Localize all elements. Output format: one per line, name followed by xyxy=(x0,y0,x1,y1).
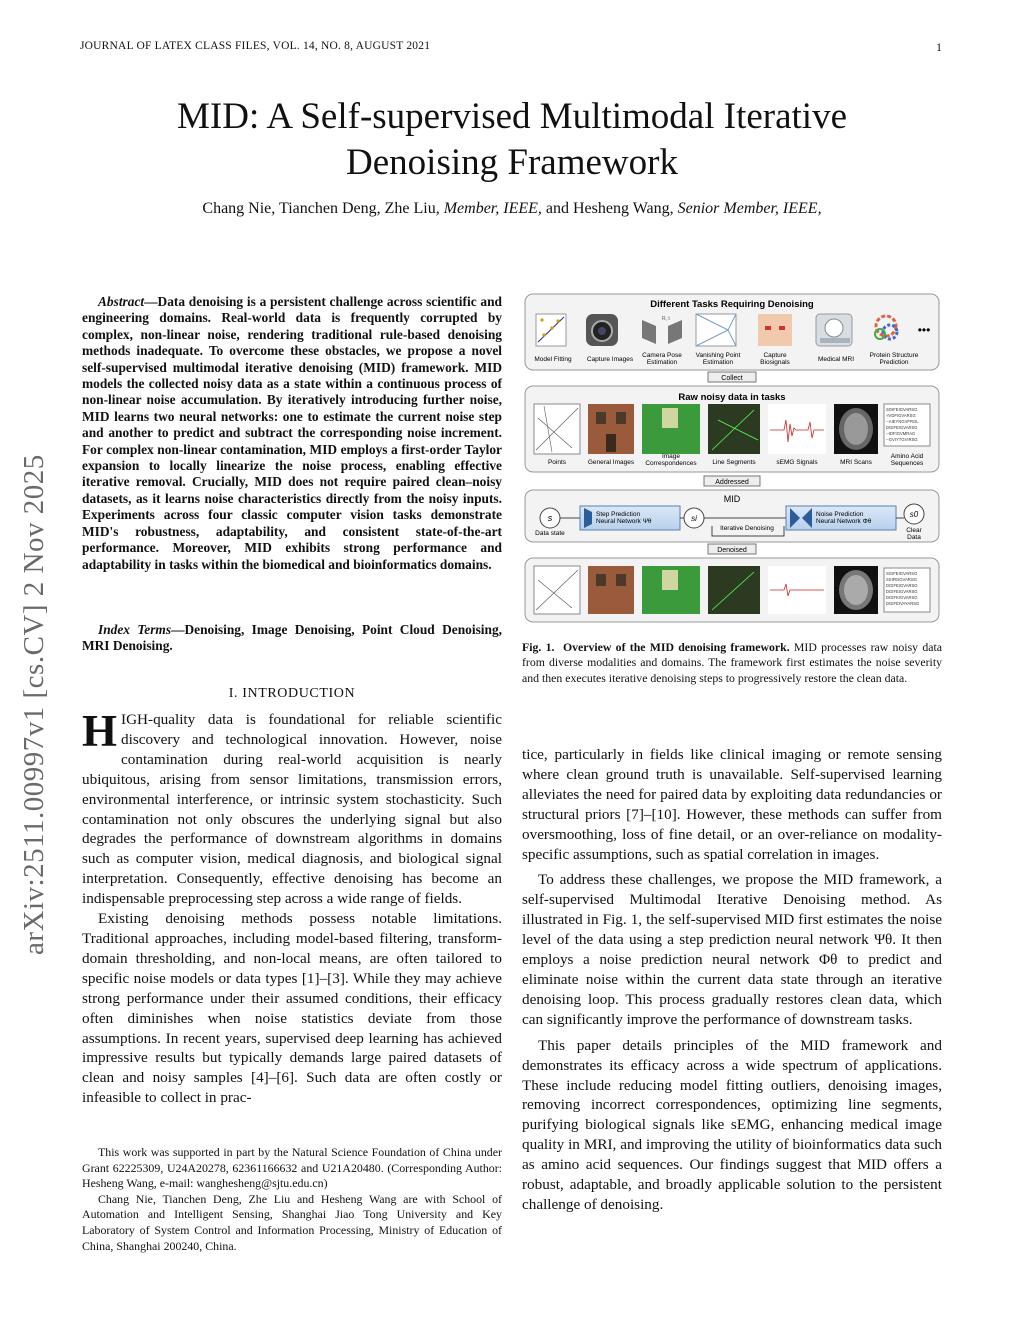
abstract-label: Abstract xyxy=(98,294,145,309)
intro-paragraph-2: Existing denoising methods possess notable limitations. Traditional approaches, including model-based filtering, transform-domain thresholding, and non-local means, are often tailored to specific noise models or data types [1]–[3]. While they may achieve strong performance under their assumed conditions, their efficacy often diminishes when noise statistics deviate from those assumptions. In recent years, supervised deep learning has achieved impressive results but typically demands large paired datasets of clean and noisy samples [4]–[6]. Such data are often costly or infeasible to collect in prac- xyxy=(82,910,502,1107)
data-state-label: Data state xyxy=(535,530,565,537)
caption-bold: Overview of the MID denoising framework. xyxy=(562,640,790,654)
task-label-6: Protein Structure Prediction xyxy=(869,352,919,366)
noise-net-line1: Noise Prediction xyxy=(816,511,864,518)
raw-label-3: Line Segments xyxy=(712,459,756,466)
task-label-4: Capture Biosignals xyxy=(760,352,790,366)
intro-paragraph-1: IGH-quality data is foundational for reliable scientific discovery and technological innovation. However, noise contamination during real-world acquisition is nearly ubiquitous, arising from sensor limitations, transmission errors, environmental interference, or intrinsic system stochasticity. Such contamination not only obscures the underlying signal but also degrades the performance of downstream algorithms in domains such as computer vision, medical diagnosis, and biological signal interpretation. Consequently, effective denoising has become an indispensable preprocessing step across a wide range of fields. xyxy=(82,711,502,908)
svg-text:-IVDFIGVARSG: -IVDFIGVARSG xyxy=(886,413,916,418)
title-line-2: Denoising Framework xyxy=(346,142,678,183)
noise-net-line2: Neural Network Φθ xyxy=(816,518,872,525)
introduction-body xyxy=(82,706,502,1108)
svg-text:SGIFEIGVARSG: SGIFEIGVARSG xyxy=(886,571,918,576)
svg-text:DGIFEIGVARSG: DGIFEIGVARSG xyxy=(886,583,918,588)
figure-1 xyxy=(522,290,942,630)
caption-text: MID processes raw noisy data from diverse modalities and domains. The framework first estimates the noise severity and then executes iterative denoising steps to progressively restore the clean data. xyxy=(522,640,942,685)
figure-1-diagram xyxy=(522,290,942,630)
drop-cap: H xyxy=(82,706,118,756)
index-terms-text: —Denoising, Image Denoising, Point Cloud Denoising, MRI Denoising. xyxy=(82,622,502,654)
mid-title: MID xyxy=(723,494,741,504)
raw-label-6: Amino Acid Sequences xyxy=(890,453,924,467)
author-role-1: Member, IEEE, xyxy=(443,200,542,217)
step-net-line1: Step Prediction xyxy=(596,511,641,518)
svg-text:--IDFIGVMRAG: --IDFIGVMRAG xyxy=(886,431,916,436)
abstract-text: —Data denoising is a persistent challenge across scientific and engineering domains. Real-world data is frequently corrupted by complex, non-linear noise, rendering traditional rule-based denoising methods inadequate. To overcome these obstacles, we propose a novel self-supervised multimodal iterative denoising (MID) framework. MID models the collected noisy data as a state within a continuous process of non-linear noise accumulation. By iteratively introducing further noise, MID learns two neural networks: one to estimate the current noise step and another to predict and subtract the corresponding noise increment. For complex non-linear contamination, MID employs a first-order Taylor expansion to locally linearize the noise process, enabling effective iterative removal. Crucially, MID does not require paired clean–noisy datasets, as it learns noise characteristics directly from the noisy inputs. Experiments across four classic computer vision tasks demonstrate MID's robustness, adaptability, and consistent state-of-the-art performance. Moreover, MID exhibits strong performance and adaptability in tasks within the biomedical and bioinformatics domains. xyxy=(82,294,502,572)
author-role-2: Senior Member, IEEE, xyxy=(677,200,822,217)
footnote-funding: This work was supported in part by the Natural Science Foundation of China under Grant 62225309, U24A20278, 62361166632 and U21A20480. (Corresponding Author: Hesheng Wang, e-mail: wanghesheng@sjtu.edu.cn) xyxy=(82,1145,502,1191)
denoised-thumbnails xyxy=(534,566,930,614)
svg-text:--GVIYTGVIRSG: --GVIYTGVIRSG xyxy=(886,437,918,442)
raw-label-0: Points xyxy=(547,459,567,466)
footnote-affiliation: Chang Nie, Tianchen Deng, Zhe Liu and Hesheng Wang are with School of Automation and Intelligent Sensing, Shanghai Jiao Tong University and Key Laboratory of System Control and Information Processing, Ministry of Education of China, Shanghai 200240, China. xyxy=(82,1191,502,1253)
footnote xyxy=(82,1145,502,1254)
denoised-label: Denoised xyxy=(717,547,747,554)
raw-data-title: Raw noisy data in tasks xyxy=(678,392,786,403)
collect-label: Collect xyxy=(721,375,743,382)
title-line-1: MID: A Self-supervised Multimodal Iterative xyxy=(177,96,847,137)
raw-semg-thumb xyxy=(768,404,826,454)
svg-text:DGIFKIGVARSG: DGIFKIGVARSG xyxy=(886,595,918,600)
svg-text:DGIFEIGVARSG: DGIFEIGVARSG xyxy=(886,589,918,594)
author-and: and Hesheng Wang, xyxy=(541,200,678,217)
raw-label-4: sEMG Signals xyxy=(776,459,818,466)
raw-label-5: MRI Scans xyxy=(840,459,872,466)
svg-text:DGIFEIGVARSG: DGIFEIGVARSG xyxy=(886,425,918,430)
index-terms xyxy=(82,622,502,655)
figure-1-caption xyxy=(522,640,942,686)
right-paragraph-1: tice, particularly in fields like clinical imaging or remote sensing where clean ground truth is unavailable. Self-supervised learning alleviates the need for paired data by exploiting data redundancies or structural priors [7]–[10]. However, these methods can suffer from oversmoothing, loss of fine detail, or an over-reliance on modality-specific assumptions, such as spatial correlation in images. xyxy=(522,746,942,863)
svg-text:SGIFEIGVARSG: SGIFEIGVARSG xyxy=(886,407,918,412)
biosignal-icon xyxy=(758,314,792,346)
arxiv-stamp: arXiv:2511.00997v1 [cs.CV] 2 Nov 2025 xyxy=(18,454,50,955)
raw-data-thumbnails xyxy=(534,404,930,454)
task-label-2: Camera Pose Estimation xyxy=(642,352,682,366)
mri-scanner-icon xyxy=(816,314,852,346)
task-label-3: Vanishing Point Estimation xyxy=(695,352,741,366)
vanishing-point-icon xyxy=(696,314,736,346)
task-label-5: Medical MRI xyxy=(817,356,855,363)
raw-label-2: Image Correspondences xyxy=(645,453,697,467)
index-terms-label: Index Terms xyxy=(98,622,172,637)
right-column-body xyxy=(522,745,942,1215)
task-label-1: Capture Images xyxy=(586,356,634,363)
paper-title xyxy=(80,94,944,186)
tasks-panel-title: Different Tasks Requiring Denoising xyxy=(650,299,814,310)
author-names: Chang Nie, Tianchen Deng, Zhe Liu, xyxy=(202,200,444,217)
svg-text:--AIEYNGVFRGL: --AIEYNGVFRGL xyxy=(886,419,919,424)
svg-text:R, t: R, t xyxy=(662,316,670,322)
state-s0-label: s0 xyxy=(909,510,919,519)
caption-label: Fig. 1. xyxy=(522,640,555,654)
page-number: 1 xyxy=(936,40,942,54)
state-si-label: si xyxy=(691,514,697,523)
raw-label-1: General Images xyxy=(587,459,635,466)
svg-text:SSIFEIGVARSG: SSIFEIGVARSG xyxy=(886,577,917,582)
step-net-line2: Neural Network Ψθ xyxy=(596,518,652,525)
section-heading-introduction: I. INTRODUCTION xyxy=(228,686,356,701)
more-tasks-icon: ••• xyxy=(917,323,931,337)
addressed-label: Addressed xyxy=(715,479,749,486)
abstract xyxy=(82,294,502,573)
clear-data-label: Clear Data xyxy=(906,527,922,541)
author-list xyxy=(80,200,944,218)
state-s-label: s xyxy=(547,513,553,523)
task-label-0: Model Fitting xyxy=(534,356,572,363)
right-paragraph-3: This paper details principles of the MID framework and demonstrates its efficacy across a wide spectrum of applications. These include reducing model fitting outliers, denoising images, removing incorrect correspondences, optimizing line segments, purifying biological signals like sEMG, enhancing medical image quality in MRI, and improving the utility of bioinformatics data such as amino acid sequences. Our findings suggest that MID offers a robust, adaptable, and broadly applicable solution to the persistent challenge of denoising. xyxy=(522,1036,942,1213)
svg-text:DGIFEIVAYARSG: DGIFEIVAYARSG xyxy=(886,601,920,606)
clean-image-thumb xyxy=(588,566,634,614)
iterative-label: Iterative Denoising xyxy=(720,525,774,532)
right-paragraph-2: To address these challenges, we propose the MID framework, a self-supervised Multimodal Iterative Denoising method. As illustrated in Fig. 1, the self-supervised MID first estimates the noise level of the data using a step prediction neural network Ψθ. It then employs a noise prediction neural network Φθ to predict and eliminate noise within the current data state through an iterative denoising loop. This process gradually restores clean data, which can significantly improve the performance of downstream tasks. xyxy=(522,871,942,1028)
running-header: JOURNAL OF LATEX CLASS FILES, VOL. 14, NO. 8, AUGUST 2021 xyxy=(80,40,431,52)
